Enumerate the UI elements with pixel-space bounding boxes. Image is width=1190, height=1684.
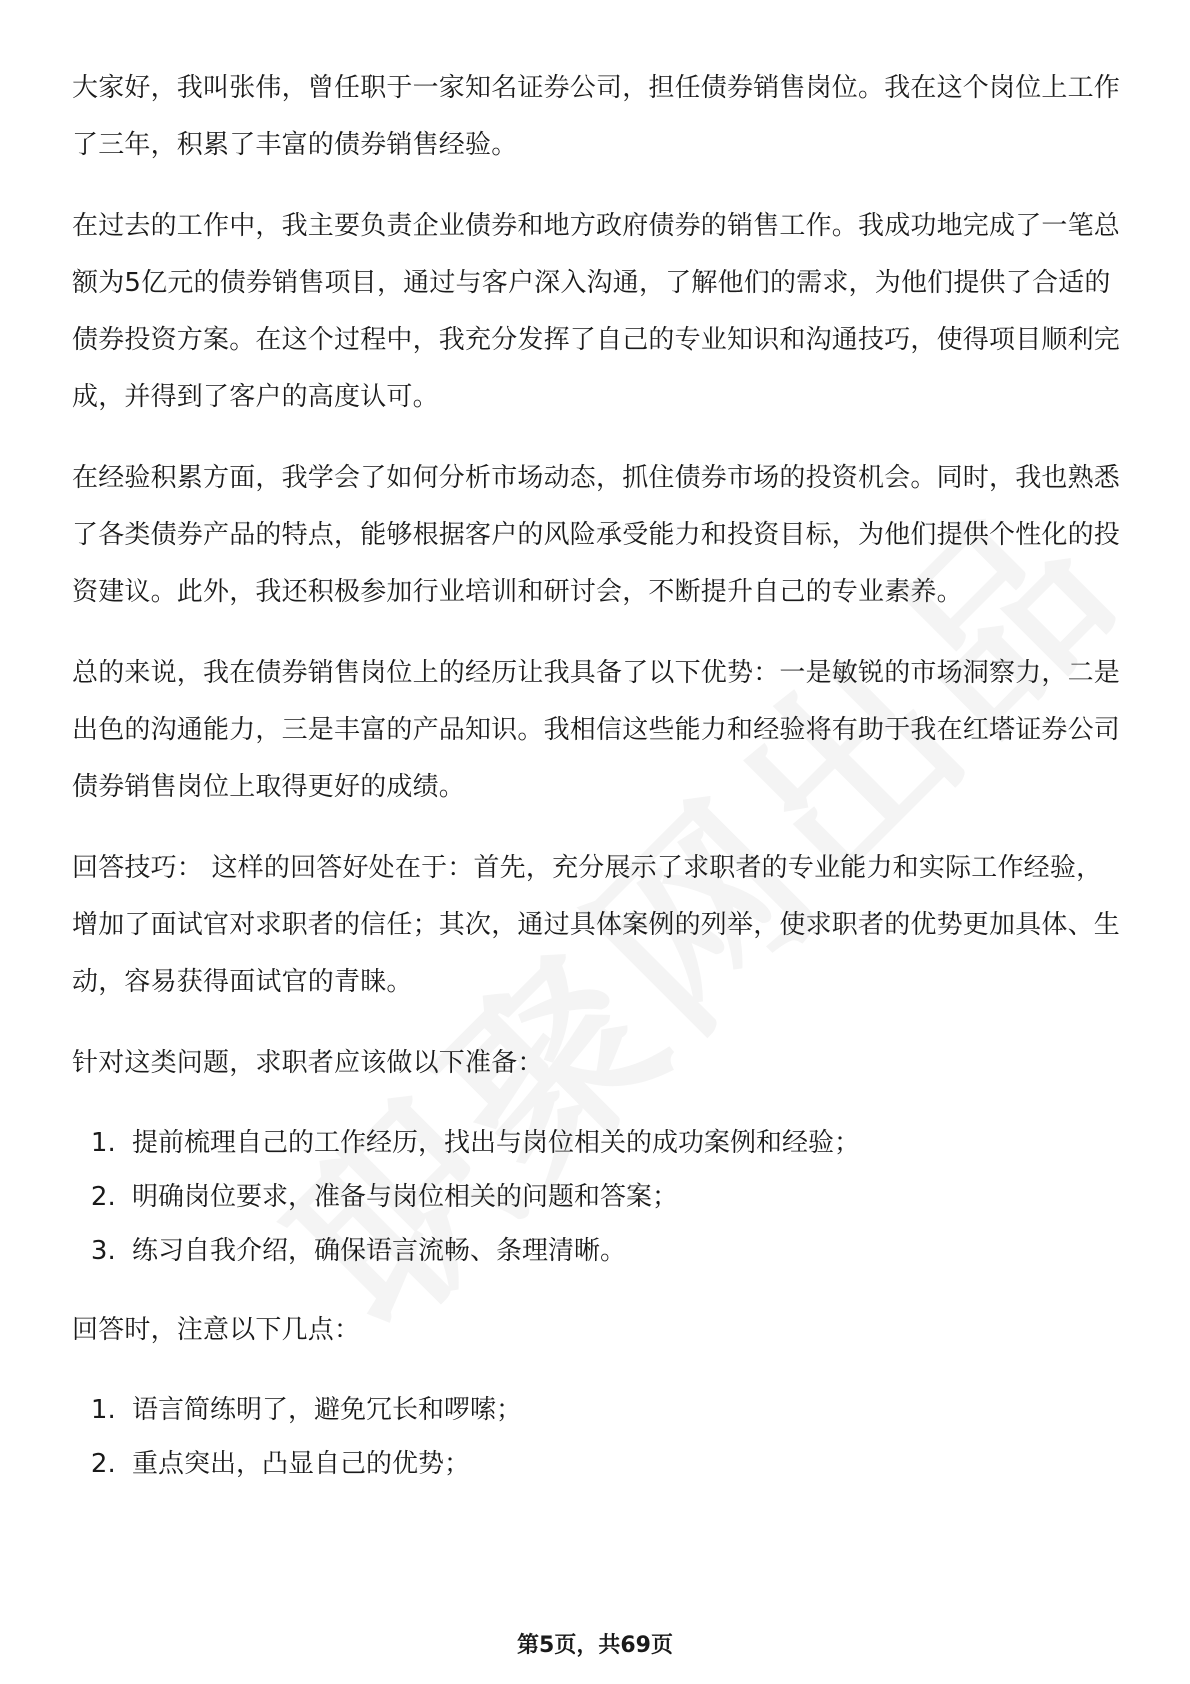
document-body	[72, 60, 1122, 1515]
list-item: 2. 重点突出，凸显自己的优势；	[124, 1437, 1122, 1491]
paragraph-accumulation: 在经验积累方面，我学会了如何分析市场动态，抓住债券市场的投资机会。同时，我也熟悉了各类债券产品的特点，能够根据客户的风险承受能力和投资目标，为他们提供个性化的投资建议。此外，我还积极参加行业培训和研讨会，不断提升自己的专业素养。	[72, 463, 1121, 607]
paragraph-attention-heading: 回答时，注意以下几点：	[72, 1315, 361, 1345]
paragraph-experience: 在过去的工作中，我主要负责企业债券和地方政府债券的销售工作。我成功地完成了一笔总额为5亿元的债券销售项目，通过与客户深入沟通，了解他们的需求，为他们提供了合适的债券投资方案。在这个过程中，我充分发挥了自己的专业知识和沟通技巧，使得项目顺利完成，并得到了客户的高度认可。	[72, 211, 1121, 412]
list-item: 3. 练习自我介绍，确保语言流畅、条理清晰。	[124, 1224, 1122, 1278]
list-item: 1. 提前梳理自己的工作经历，找出与岗位相关的成功案例和经验；	[124, 1116, 1122, 1170]
paragraph-preparation-heading: 针对这类问题，求职者应该做以下准备：	[72, 1048, 544, 1078]
attention-list	[72, 1383, 1122, 1491]
paragraph-summary: 总的来说，我在债券销售岗位上的经历让我具备了以下优势：一是敏锐的市场洞察力，二是出色的沟通能力，三是丰富的产品知识。我相信这些能力和经验将有助于我在红塔证券公司债券销售岗位上取得更好的成绩。	[72, 658, 1121, 802]
paragraph-intro: 大家好，我叫张伟，曾任职于一家知名证券公司，担任债券销售岗位。我在这个岗位上工作了三年，积累了丰富的债券销售经验。	[72, 73, 1121, 160]
list-item: 1. 语言简练明了，避免冗长和啰嗦；	[124, 1383, 1122, 1437]
list-item: 2. 明确岗位要求，准备与岗位相关的问题和答案；	[124, 1170, 1122, 1224]
preparation-list	[72, 1116, 1122, 1278]
page-number-footer: 第5页，共69页	[517, 1633, 673, 1658]
paragraph-answer-tips: 回答技巧： 这样的回答好处在于：首先，充分展示了求职者的专业能力和实际工作经验，增加了面试官对求职者的信任；其次，通过具体案例的列举，使求职者的优势更加具体、生动，容易获得面试官的青睐。	[72, 853, 1121, 997]
